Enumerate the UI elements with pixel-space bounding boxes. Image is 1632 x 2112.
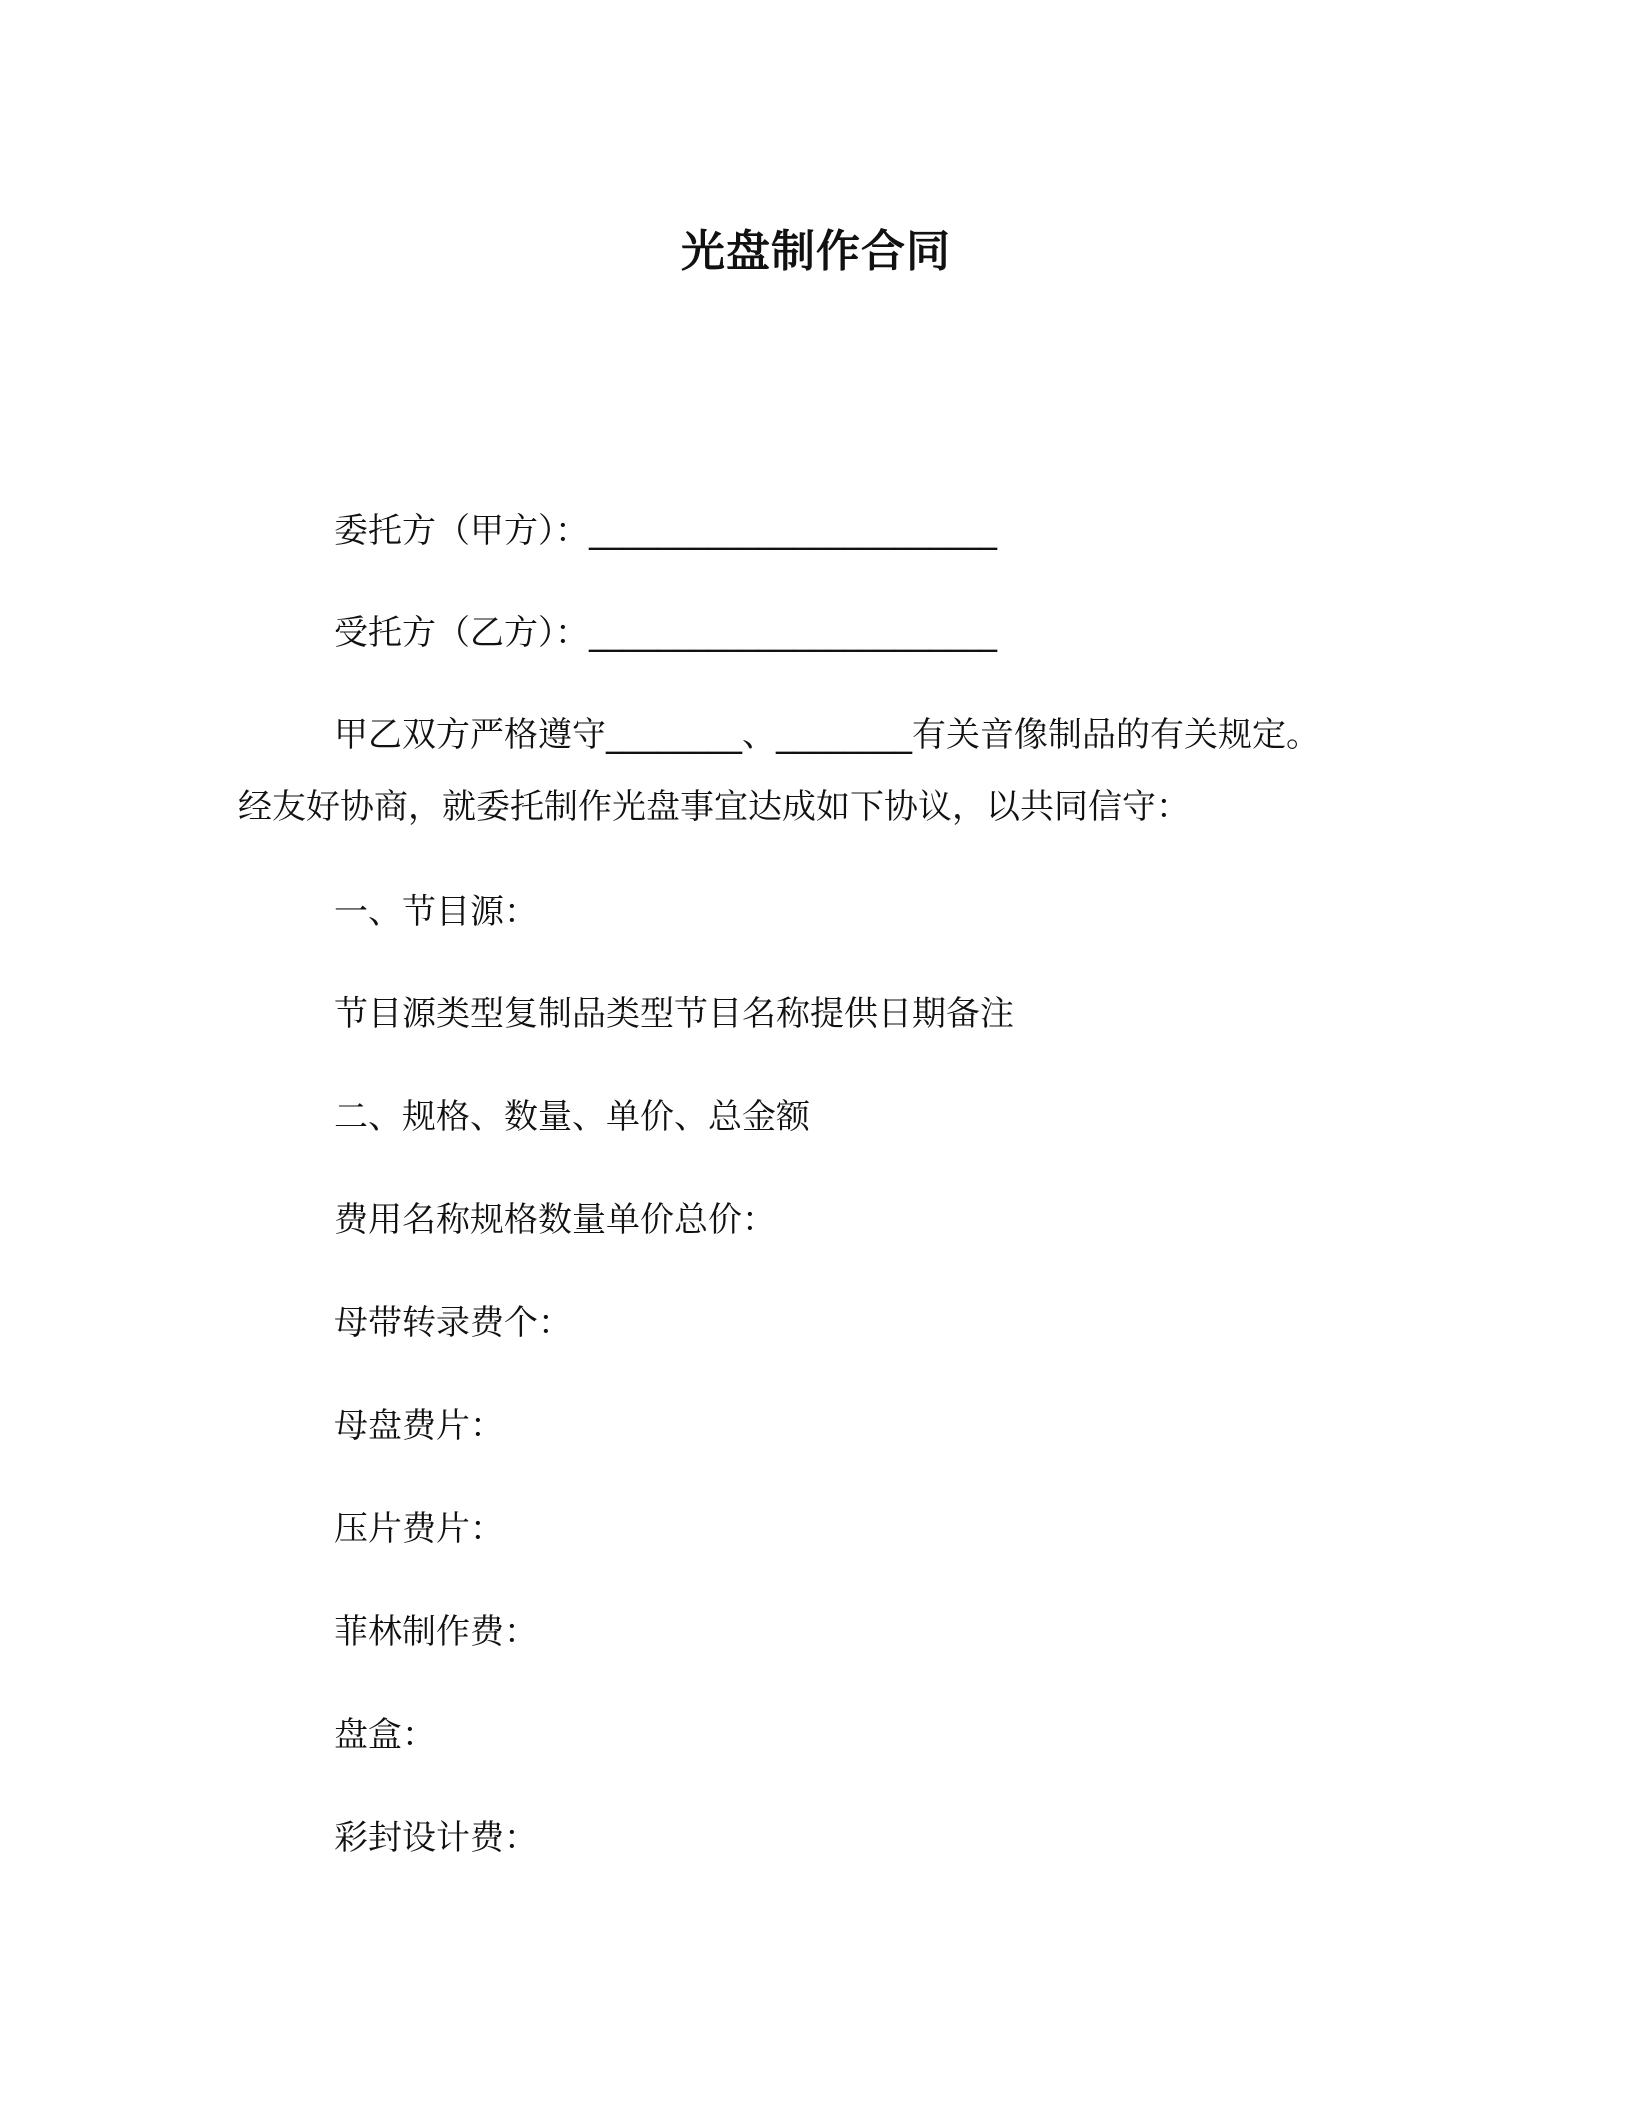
regulation-blank-2[interactable]: ________ — [776, 715, 912, 755]
section-1-heading: 一、节目源： — [334, 892, 538, 932]
fee-item-film: 菲林制作费： — [334, 1612, 538, 1652]
party-b-line — [334, 609, 997, 657]
preamble-line — [334, 711, 1320, 759]
preamble-separator: 、 — [742, 715, 776, 755]
fee-item-master-disc: 母盘费片： — [334, 1406, 504, 1446]
section-2-heading: 二、规格、数量、单价、总金额 — [334, 1097, 810, 1137]
contract-title: 光盘制作合同 — [681, 226, 951, 277]
section-2-columns: 费用名称规格数量单价总价： — [334, 1200, 776, 1240]
party-a-line — [334, 507, 997, 555]
party-b-label: 受托方（乙方）： — [334, 613, 589, 653]
party-a-blank[interactable]: ________________________ — [589, 511, 997, 551]
preamble-text-2: 有关音像制品的有关规定。 — [912, 715, 1320, 755]
fee-item-disc-case: 盘盒： — [334, 1715, 436, 1755]
section-1-columns: 节目源类型复制品类型节目名称提供日期备注 — [334, 994, 1014, 1034]
fee-item-pressing: 压片费片： — [334, 1509, 504, 1549]
preamble-text-1: 甲乙双方严格遵守 — [334, 715, 606, 755]
fee-item-master-tape: 母带转录费个： — [334, 1303, 572, 1343]
fee-item-cover-design: 彩封设计费： — [334, 1818, 538, 1858]
preamble-continuation: 经友好协商，就委托制作光盘事宜达成如下协议，以共同信守： — [238, 787, 1190, 827]
party-a-label: 委托方（甲方）： — [334, 511, 589, 551]
party-b-blank[interactable]: ________________________ — [589, 613, 997, 653]
regulation-blank-1[interactable]: ________ — [606, 715, 742, 755]
